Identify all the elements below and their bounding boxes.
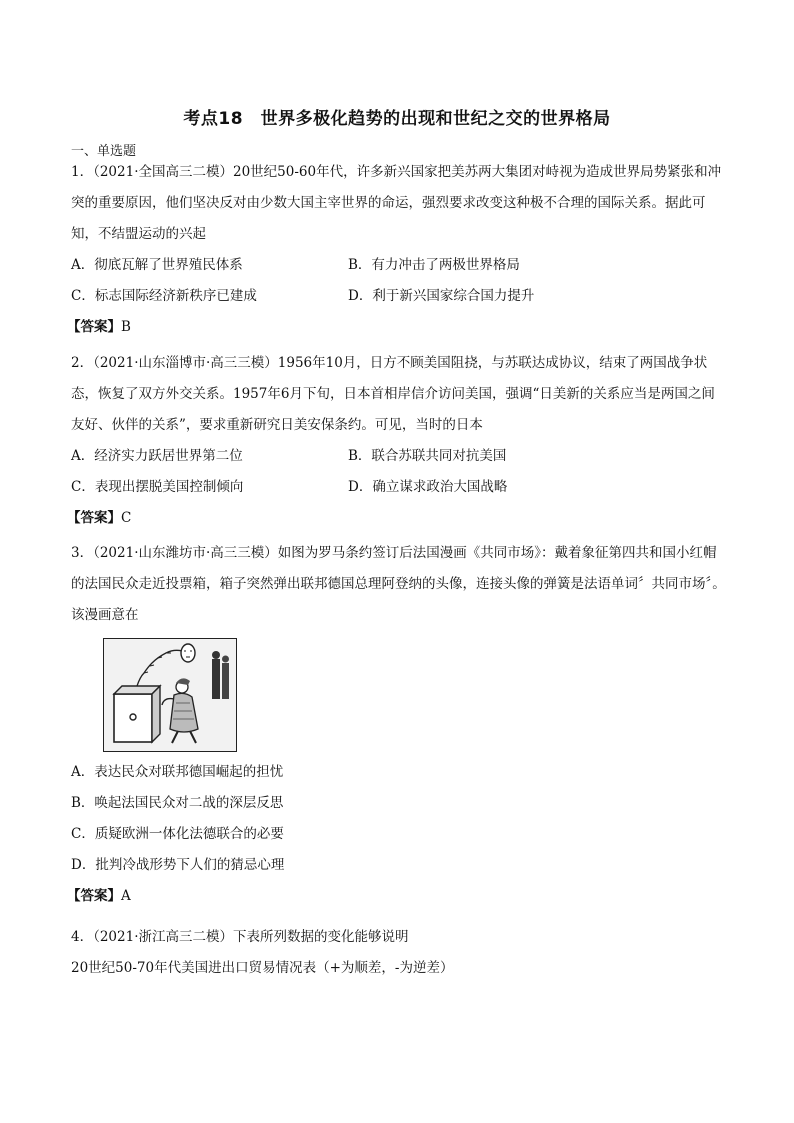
answer-value: B: [121, 319, 131, 335]
answer-label: 【答案】: [67, 888, 121, 904]
option-d: D．利于新兴国家综合国力提升: [348, 288, 535, 304]
answer: [67, 881, 727, 912]
question-3: [71, 538, 727, 631]
option-a: A．彻底瓦解了世界殖民体系: [71, 257, 243, 273]
question-2-options-row-2: [71, 472, 727, 503]
question-1-options-row-1: [71, 250, 727, 281]
option-c: C．表现出摆脱美国控制倾向: [71, 479, 244, 495]
table-caption: 20世纪50-70年代美国进出口贸易情况表（+为顺差，-为逆差）: [71, 960, 454, 976]
option-a-row: [71, 757, 727, 788]
answer-value: C: [121, 510, 132, 526]
option-a: A．经济实力跃居世界第二位: [71, 448, 243, 464]
answer-label: 【答案】: [67, 319, 121, 335]
page-title: 考点18 世界多极化趋势的出现和世纪之交的世界格局: [183, 109, 611, 129]
option-d: D．批判冷战形势下人们的猜忌心理: [71, 857, 285, 873]
answer-label: 【答案】: [67, 510, 121, 526]
question-2: [67, 348, 727, 534]
answer-value: A: [121, 888, 131, 904]
option-c: C．标志国际经济新秩序已建成: [71, 288, 257, 304]
answer: [67, 312, 727, 343]
option-b: B．有力冲击了两极世界格局: [348, 257, 520, 273]
option-a: A．表达民众对联邦德国崛起的担忧: [71, 764, 284, 780]
option-d: D．确立谋求政治大国战略: [348, 479, 508, 495]
question-4: [71, 922, 727, 984]
question-1-options-row-2: [71, 281, 727, 312]
question-2-options-row-1: [71, 441, 727, 472]
cartoon-image: [103, 638, 237, 752]
question-1: [67, 157, 727, 343]
question-4-stem: 4．（2021·浙江高三二模）下表所列数据的变化能够说明: [71, 929, 409, 945]
option-c-row: [71, 819, 727, 850]
question-2-stem: 2．（2021·山东淄博市·高三三模）1956年10月，日方不顾美国阻挠，与苏联达成协议，结束了两国战争状态，恢复了双方外交关系。1957年6月下旬，日本首相岸信介访问美国，强调“日美新的关系应当是两国之间友好、伙伴的关系”，要求重新研究日美安保条约。可见，当时的日本: [71, 355, 715, 433]
question-3-options: [67, 757, 727, 912]
section-heading: 一、单选题: [71, 144, 137, 159]
option-c: C．质疑欧洲一体化法德联合的必要: [71, 826, 284, 842]
option-b: B．唤起法国民众对二战的深层反思: [71, 795, 284, 811]
question-1-stem: 1．（2021·全国高三二模）20世纪50-60年代，许多新兴国家把美苏两大集团对峙视为造成世界局势紧张和冲突的重要原因，他们坚决反对由少数大国主宰世界的命运，强烈要求改变这种极不合理的国际关系。据此可知，不结盟运动的兴起: [71, 164, 722, 242]
answer: [67, 503, 727, 534]
option-b: B．联合苏联共同对抗美国: [348, 448, 507, 464]
question-3-stem: 3．（2021·山东潍坊市·高三三模）如图为罗马条约签订后法国漫画《共同市场》：戴着象征第四共和国小红帽的法国民众走近投票箱，箱子突然弹出联邦德国总理阿登纳的头像，连接头像的弹簧是法语单词〞共同市场〞。该漫画意在: [71, 545, 726, 623]
option-b-row: [71, 788, 727, 819]
option-d-row: [71, 850, 727, 881]
